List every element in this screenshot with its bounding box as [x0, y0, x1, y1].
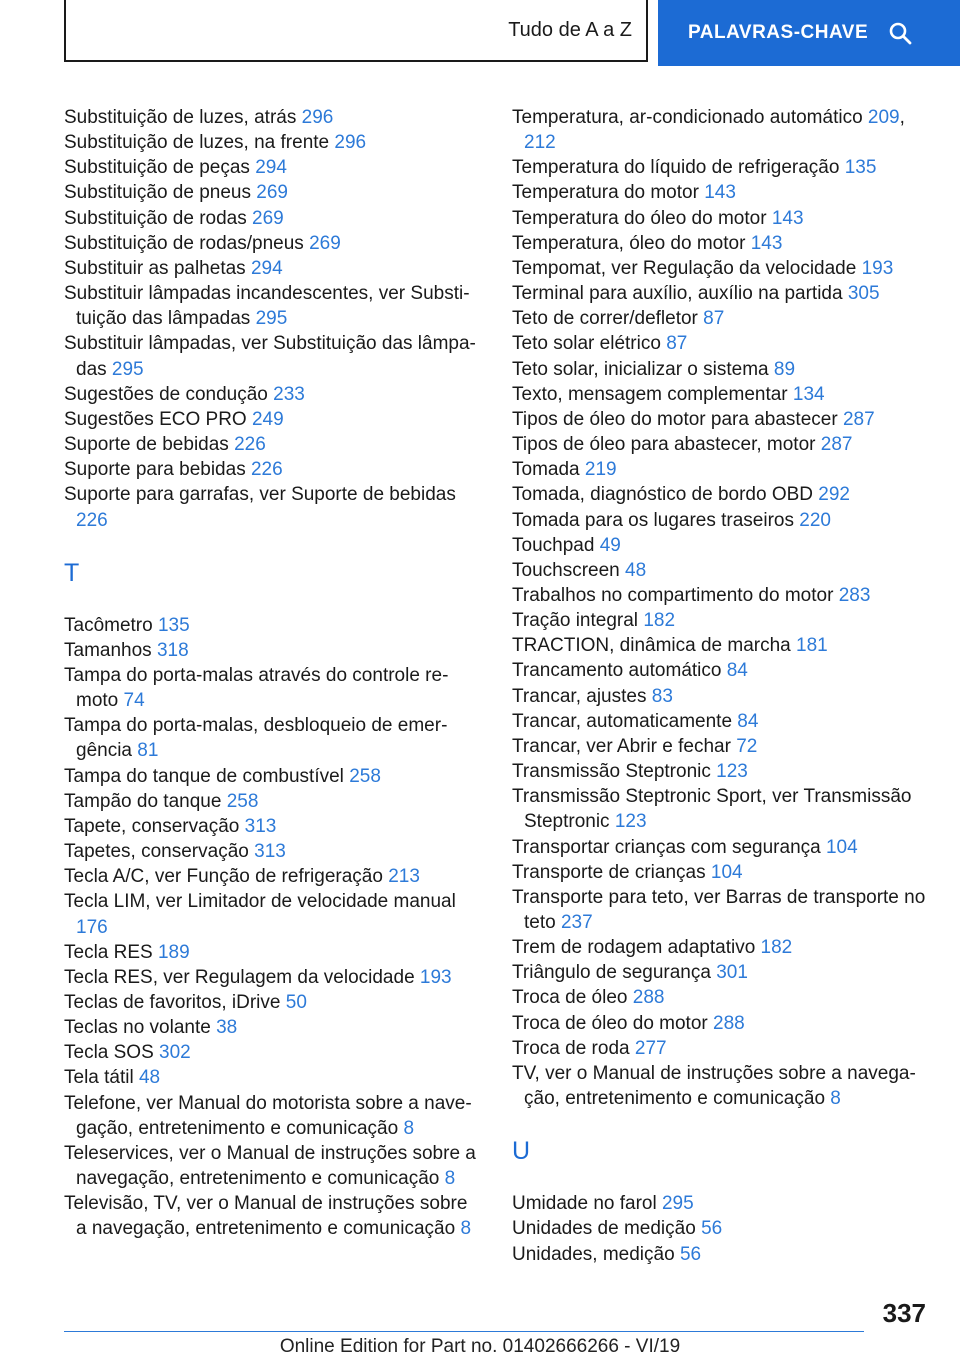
index-entry	[64, 764, 479, 789]
page-link[interactable]: 56	[679, 1243, 702, 1265]
page-link[interactable]: 56	[701, 1218, 723, 1240]
page-link[interactable]: 288	[632, 987, 665, 1009]
index-entry	[512, 608, 932, 633]
index-entry-term: Trem de rodagem adaptativo	[512, 937, 761, 959]
index-entry-term: Transmissão Steptronic	[512, 761, 717, 783]
index-entry-term: Tacômetro	[64, 614, 158, 636]
page-link[interactable]: 104	[710, 861, 743, 883]
index-column-left	[64, 105, 479, 1242]
index-entry	[64, 180, 479, 205]
page-link[interactable]: 209	[867, 107, 900, 128]
tab-a-to-z[interactable]	[64, 0, 648, 62]
index-entry-term: Teclas de favoritos, iDrive	[64, 992, 286, 1013]
index-entry	[512, 357, 932, 382]
page-link[interactable]: 8	[403, 1117, 415, 1139]
index-entry	[512, 1011, 932, 1036]
index-entry-term: Teto solar elétrico	[512, 333, 667, 355]
index-entry-term: Substituição de peças	[64, 157, 256, 179]
page-link[interactable]: 48	[625, 559, 647, 581]
index-entry-term: Substituição de pneus	[64, 182, 257, 204]
index-entry-term: Troca de óleo	[512, 987, 633, 1009]
page-link[interactable]: 296	[334, 132, 367, 154]
index-entry-term: Troca de óleo do motor	[512, 1012, 714, 1034]
index-entry-term: Suporte para bebidas	[64, 459, 251, 481]
page-link[interactable]: 269	[309, 232, 341, 254]
index-entry-term: Televisão, TV, ver o Manual de instruções sobre a navegação, entretenimento e comunicação	[64, 1193, 468, 1240]
page-link[interactable]: 8	[444, 1168, 456, 1190]
index-entry	[64, 1141, 479, 1191]
page-link[interactable]: 48	[138, 1067, 161, 1089]
index-entry	[512, 658, 932, 683]
index-entry-term: Trancar, ajustes	[512, 685, 652, 707]
footer-edition: Online Edition for Part no. 01402666266 - VI/19	[279, 1336, 681, 1357]
page-link[interactable]: 83	[651, 685, 673, 707]
index-entry	[64, 864, 479, 889]
index-entry-term: Umidade no farol	[512, 1193, 662, 1215]
page-link[interactable]: 258	[349, 765, 381, 787]
index-entry-term: Teto de correr/defletor	[512, 308, 704, 330]
index-entry-term: Texto, mensagem complementar	[512, 383, 793, 405]
index-entry	[64, 940, 479, 965]
index-entry-term: Teto solar, inicializar o sistema	[512, 358, 774, 380]
index-entry-term: Tecla A/C, ver Função de refrigeração	[64, 866, 389, 888]
page-link[interactable]: 143	[750, 232, 783, 254]
page-separator: ,	[899, 107, 905, 128]
page-link[interactable]: 226	[76, 509, 108, 531]
page-link[interactable]: 176	[76, 916, 108, 938]
page-link[interactable]: 74	[123, 690, 145, 712]
index-entry-term: Trancar, automaticamente	[512, 710, 738, 732]
index-entry-term: Transporte para teto, ver Barras de transporte no teto	[512, 886, 926, 933]
index-entry-term: Tipos de óleo para abastecer, motor	[512, 434, 821, 456]
index-entry-term: Touchpad	[512, 534, 600, 556]
index-entry	[512, 684, 932, 709]
index-entry-term: Temperatura do óleo do motor	[512, 207, 772, 229]
index-entry	[64, 1040, 479, 1065]
index-entry-term: Substituição de rodas/pneus	[64, 232, 310, 254]
page-link[interactable]: 212	[524, 132, 556, 154]
page-link[interactable]: 237	[560, 912, 593, 933]
page-link[interactable]: 318	[156, 639, 189, 661]
top-navigation	[0, 0, 960, 66]
page-link[interactable]: 295	[255, 308, 288, 330]
index-entry-term: Tapetes, conservação	[64, 841, 255, 863]
index-entry-term: Substituir lâmpadas incandescentes, ver Substituição das lâmpadas	[64, 283, 470, 330]
index-entry	[64, 990, 479, 1015]
page-link[interactable]: 193	[419, 966, 452, 988]
index-entry	[64, 638, 479, 663]
page-link[interactable]: 226	[250, 459, 283, 481]
index-entry-term: Telefone, ver Manual do motorista sobre a navegação, entretenimento e comunicação	[64, 1092, 472, 1139]
index-entry-term: Unidades, medição	[512, 1243, 680, 1265]
page-link[interactable]: 295	[111, 358, 144, 380]
index-entry-term: Tomada para os lugares traseiros	[512, 509, 800, 531]
index-entry	[512, 180, 932, 205]
index-entry-term: Transporte de crianças	[512, 861, 711, 883]
page-link[interactable]: 189	[157, 941, 190, 963]
index-entry	[512, 281, 932, 306]
index-entry-term: Tampa do porta-malas através do controle remoto	[64, 664, 449, 712]
index-entry	[512, 709, 932, 734]
index-entry-term: Tempomat, ver Regulação da velocidade	[512, 257, 862, 279]
page-link[interactable]: 123	[716, 761, 748, 783]
index-entry	[64, 1191, 479, 1241]
index-entry	[512, 633, 932, 658]
index-entry-term: Tecla RES	[64, 941, 158, 963]
page-link[interactable]: 283	[838, 584, 871, 606]
index-column-right	[512, 105, 932, 1267]
index-entry-term: Substituir lâmpadas, ver Substituição das lâmpadas	[64, 333, 476, 380]
page-link[interactable]: 258	[226, 790, 259, 812]
index-entry	[512, 1242, 932, 1267]
index-entry-term: Tampão do tanque	[64, 790, 227, 812]
index-entry	[512, 457, 932, 482]
index-entry	[512, 1036, 932, 1061]
index-entry-term: Tomada	[512, 459, 585, 481]
page-link[interactable]: 181	[796, 635, 828, 657]
index-entry-term: Temperatura do líquido de refrigeração	[512, 157, 845, 179]
page-link[interactable]: 87	[703, 308, 725, 330]
page-link[interactable]: 313	[244, 815, 277, 837]
index-entry	[512, 206, 932, 231]
page-link[interactable]: 143	[771, 207, 804, 229]
page-link[interactable]: 72	[736, 735, 758, 757]
index-entry	[64, 457, 479, 482]
index-entry	[512, 432, 932, 457]
index-entry-term: TV, ver o Manual de instruções sobre a navegação, entretenimento e comunicação	[512, 1062, 916, 1110]
index-entry-term: Suporte de bebidas	[64, 434, 235, 456]
index-entry	[64, 965, 479, 990]
page-link[interactable]: 277	[634, 1037, 667, 1059]
tab-keywords-label: PALAVRAS-CHAVE	[688, 22, 869, 43]
index-entry	[512, 985, 932, 1010]
index-entry	[512, 1216, 932, 1241]
index-entry	[512, 105, 932, 155]
page-link[interactable]: 249	[251, 408, 284, 430]
page-link[interactable]: 269	[252, 207, 284, 229]
index-entry	[512, 885, 932, 935]
index-entry	[512, 1191, 932, 1216]
index-entry	[512, 1061, 932, 1111]
page-link[interactable]: 135	[844, 157, 877, 179]
index-entry	[64, 105, 479, 130]
page-link[interactable]: 305	[847, 283, 880, 305]
index-entry-term: Sugestões de condução	[64, 383, 274, 405]
index-entry-term: Substituição de luzes, atrás	[64, 107, 302, 128]
page-link[interactable]: 233	[273, 383, 305, 405]
index-entry-term: Temperatura, óleo do motor	[512, 232, 751, 254]
index-entry	[512, 960, 932, 985]
index-letter-heading: T	[64, 558, 80, 587]
index-entry-term: Transportar crianças com segurança	[512, 836, 826, 858]
page-link[interactable]: 213	[388, 866, 420, 888]
index-entry-term: Terminal para auxílio, auxílio na partida	[512, 283, 848, 305]
index-entry	[64, 663, 479, 713]
tab-a-to-z-label: Tudo de A a Z	[508, 18, 632, 41]
page-link[interactable]: 49	[599, 534, 621, 556]
index-entry	[512, 231, 932, 256]
index-entry	[64, 407, 479, 432]
index-entry	[64, 613, 479, 638]
index-entry	[512, 533, 932, 558]
index-entry	[64, 155, 479, 180]
index-entry-term: Temperatura, ar-condicionado automático	[512, 107, 868, 128]
index-entry-term: Sugestões ECO PRO	[64, 408, 252, 430]
page-link[interactable]: 135	[157, 614, 190, 636]
page-link[interactable]: 38	[216, 1017, 238, 1039]
page-link[interactable]: 89	[773, 358, 796, 380]
index-entry	[512, 784, 932, 834]
page-link[interactable]: 287	[820, 434, 853, 456]
index-entry	[64, 1091, 479, 1141]
page-link[interactable]: 226	[234, 434, 266, 456]
index-entry	[512, 482, 932, 507]
page-link[interactable]: 123	[614, 811, 647, 833]
page-link[interactable]: 301	[716, 962, 748, 984]
index-entry	[64, 432, 479, 457]
index-entry	[512, 935, 932, 960]
index-entry	[64, 206, 479, 231]
page-link[interactable]: 193	[861, 257, 894, 279]
index-entry	[512, 759, 932, 784]
index-entry-term: Tamanhos	[64, 639, 157, 661]
index-entry-term: Tipos de óleo do motor para abastecer	[512, 408, 843, 430]
page-link[interactable]: 182	[760, 937, 793, 959]
index-entry-term: Transmissão Steptronic Sport, ver Transmissão Steptronic	[512, 786, 912, 833]
page-link[interactable]: 292	[818, 484, 850, 506]
page-link[interactable]: 81	[137, 740, 159, 762]
index-entry	[512, 583, 932, 608]
index-entry-term: Tampa do tanque de combustível	[64, 765, 350, 787]
index-entry	[64, 713, 479, 763]
index-entry	[512, 860, 932, 885]
page-link[interactable]: 8	[460, 1218, 472, 1240]
index-entry	[64, 1065, 479, 1090]
page-link[interactable]: 87	[666, 333, 688, 355]
page-link[interactable]: 182	[643, 610, 676, 632]
index-entry	[512, 155, 932, 180]
index-entry	[512, 835, 932, 860]
index-entry-term: Tecla LIM, ver Limitador de velocidade manual	[64, 891, 456, 913]
index-entry-term: Substituição de luzes, na frente	[64, 132, 335, 154]
index-entry	[64, 482, 479, 532]
index-entry	[512, 508, 932, 533]
index-entry	[64, 331, 479, 381]
index-entry-term: Trancar, ver Abrir e fechar	[512, 735, 737, 757]
index-entry	[512, 256, 932, 281]
page-number: 337	[882, 1298, 926, 1328]
index-entry-term: Troca de roda	[512, 1037, 635, 1059]
index-entry-term: Tampa do porta-malas, desbloqueio de emergência	[64, 715, 448, 762]
index-entry-term: Temperatura do motor	[512, 182, 705, 204]
page-link[interactable]: 134	[792, 383, 825, 405]
index-entry-term: TRACTION, dinâmica de marcha	[512, 635, 797, 657]
index-entry-term: Trancamento automático	[512, 660, 727, 682]
page-link[interactable]: 104	[825, 836, 858, 858]
index-entry	[512, 734, 932, 759]
index-entry	[512, 382, 932, 407]
index-entry-term: Tapete, conservação	[64, 815, 245, 837]
page-link[interactable]: 220	[799, 509, 831, 531]
footer-divider	[64, 1331, 864, 1332]
index-entry-term: Tela tátil	[64, 1067, 139, 1089]
index-letter-heading: U	[512, 1137, 531, 1166]
index-entry	[64, 281, 479, 331]
index-entry-term: Trabalhos no compartimento do motor	[512, 584, 839, 606]
index-entry-term: Tecla RES, ver Regulagem da velocidade	[64, 966, 420, 988]
index-entry	[64, 839, 479, 864]
index-entry-term: Touchscreen	[512, 559, 626, 581]
index-entry	[64, 256, 479, 281]
page-link[interactable]: 294	[255, 157, 287, 179]
index-entry-term: Tomada, diagnóstico de bordo OBD	[512, 484, 819, 506]
index-entry	[512, 407, 932, 432]
page-link[interactable]: 219	[584, 459, 617, 481]
index-entry	[512, 558, 932, 583]
index-entry	[64, 814, 479, 839]
page-link[interactable]: 287	[842, 408, 875, 430]
index-entry	[64, 1015, 479, 1040]
page-link[interactable]: 296	[301, 107, 334, 128]
index-entry-term: Teleservices, ver o Manual de instruções sobre a navegação, entretenimento e comunicação	[64, 1142, 476, 1190]
index-entry	[512, 306, 932, 331]
index-entry	[64, 382, 479, 407]
index-entry-term: Tração integral	[512, 610, 644, 632]
index-entry-term: Tecla SOS	[64, 1042, 160, 1064]
index-entry	[64, 889, 479, 939]
index-entry-term: Teclas no volante	[64, 1017, 217, 1039]
index-entry	[512, 331, 932, 356]
page-link[interactable]: 8	[830, 1088, 841, 1110]
page-link[interactable]: 295	[661, 1193, 694, 1215]
index-entry	[64, 130, 479, 155]
index-entry-term: Triângulo de segurança	[512, 962, 717, 984]
page-link[interactable]: 143	[704, 182, 736, 204]
page-link[interactable]: 50	[285, 992, 307, 1013]
page-link[interactable]: 288	[713, 1012, 745, 1034]
tab-keywords[interactable]	[658, 0, 960, 66]
page-link[interactable]: 269	[256, 182, 288, 204]
index-entry-term: Substituição de rodas	[64, 207, 253, 229]
search-icon	[888, 21, 912, 45]
index-entry-term: Suporte para garrafas, ver Suporte de bebidas	[64, 484, 456, 506]
page-link[interactable]: 84	[726, 660, 748, 682]
index-entry-term: Unidades de medição	[512, 1218, 702, 1240]
page-link[interactable]: 302	[159, 1042, 191, 1064]
page-link[interactable]: 84	[737, 710, 759, 732]
index-entry-term: Substituir as palhetas	[64, 257, 251, 279]
index-entry	[64, 789, 479, 814]
index-entry	[64, 231, 479, 256]
page-link[interactable]: 313	[254, 841, 286, 863]
page-link[interactable]: 294	[250, 257, 283, 279]
